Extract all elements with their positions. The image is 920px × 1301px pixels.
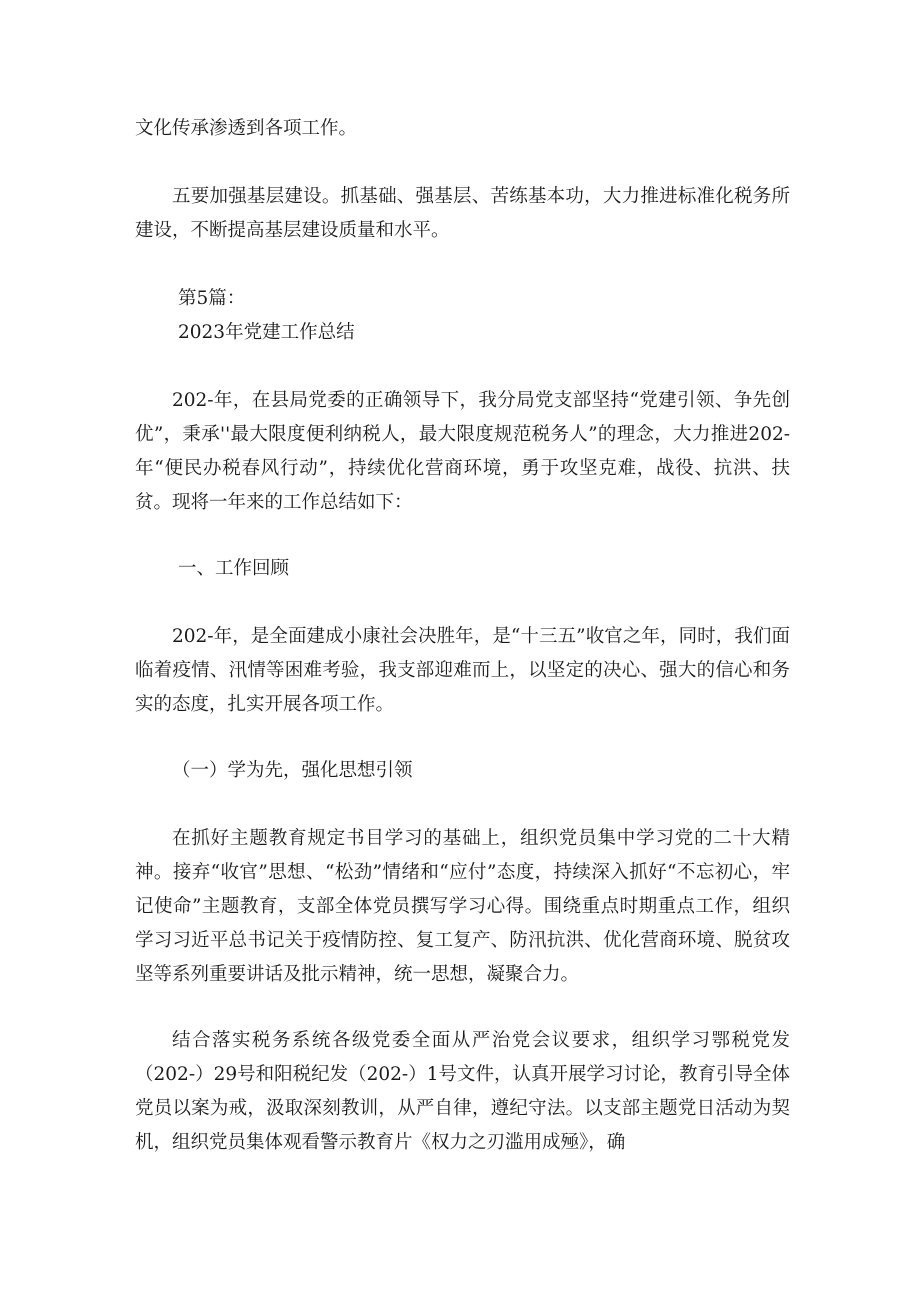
article-label: 第5篇： bbox=[178, 288, 246, 309]
heading-work-review: 一、工作回顾 bbox=[178, 558, 290, 579]
paragraph-intro: 202-年，在县局党委的正确领导下，我分局党支部坚持“党建引领、争先创优”，秉承''最大限度便利纳税人，最大限度规范税务人”的理念，大力推进202-年“便民办税春风行动”，持续优化营商环境，勇于攻坚克难，战役、抗洪、扶贫。现将一年来的工作总结如下： bbox=[135, 390, 790, 513]
paragraph-continuation: 文化传承渗透到各项工作。 bbox=[135, 118, 358, 139]
paragraph-review: 202-年，是全面建成小康社会决胜年，是“十三五”收官之年，同时，我们面临着疫情、汛情等困难考验，我支部迎难而上，以坚定的决心、强大的信心和务实的态度，扎实开展各项工作。 bbox=[135, 626, 790, 715]
paragraph-fifth-point: 五要加强基层建设。抓基础、强基层、苦练基本功，大力推进标准化税务所建设，不断提高基层建设质量和水平。 bbox=[135, 186, 790, 241]
paragraph-study: 在抓好主题教育规定书目学习的基础上，组织党员集中学习党的二十大精神。接弃“收官”思想、“松劲”情绪和“应付”态度，持续深入抓好“不忘初心，牢记使命”主题教育，支部全体党员撰写学习心得。围绕重点时期重点工作，组织学习习近平总书记关于疫情防控、复工复产、防汛抗洪、优化营商环境、脱贫攻坚等系列重要讲话及批示精神，统一思想，凝聚合力。 bbox=[135, 828, 790, 985]
paragraph-discipline: 结合落实税务系统各级党委全面从严治党会议要求，组织学习鄂税党发（202-）29号和阳税纪发（202-）1号文件，认真开展学习讨论，教育引导全体党员以案为戒，汲取深刻教训，从严自律，遵纪守法。以支部主题党日活动为契机，组织党员集体观看警示教育片《权力之刃滥用成殛》，确 bbox=[135, 1030, 790, 1153]
subheading-study: （一）学为先，强化思想引领 bbox=[172, 760, 413, 781]
article-title: 2023年党建工作总结 bbox=[178, 322, 355, 343]
